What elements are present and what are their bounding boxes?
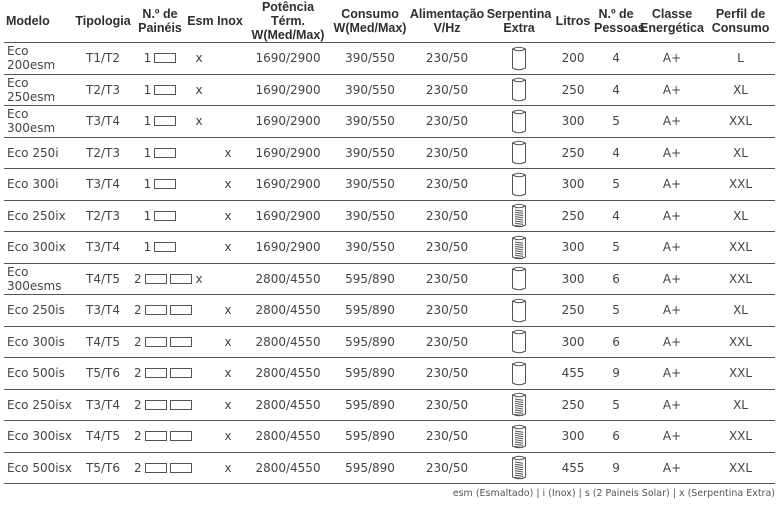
cell-inox — [212, 74, 244, 106]
table-row — [4, 200, 775, 232]
cell-inox: x — [212, 452, 244, 484]
cell-consumo: 390/550 — [332, 169, 408, 201]
panel-icon — [170, 368, 192, 378]
cell-consumo: 390/550 — [332, 43, 408, 75]
cell-classe: A+ — [638, 232, 706, 264]
cell-inox — [212, 43, 244, 75]
cell-modelo: Eco 250i — [4, 137, 72, 169]
header-serpentina: Serpentina Extra — [486, 7, 552, 35]
cell-alimentacao: 230/50 — [408, 200, 486, 232]
cell-pessoas: 4 — [594, 43, 638, 75]
cell-esm: x — [186, 263, 212, 295]
cell-classe: A+ — [638, 74, 706, 106]
cell-inox: x — [212, 389, 244, 421]
table-row — [4, 358, 775, 390]
panel-icon — [170, 274, 192, 284]
table-row — [4, 452, 775, 484]
coil-tank-icon — [486, 389, 552, 421]
cell-perfil: XXL — [706, 232, 775, 264]
header-perfil: Perfil de Consumo — [711, 7, 770, 35]
table-row — [4, 232, 775, 264]
cell-inox: x — [212, 421, 244, 453]
panel-icon — [145, 305, 167, 315]
tank-icon — [486, 295, 552, 327]
cell-esm: x — [186, 43, 212, 75]
header-potencia: Potência Térm. W(Med/Max) — [251, 0, 325, 42]
cell-perfil: L — [706, 43, 775, 75]
tank-icon — [486, 169, 552, 201]
panel-icon — [145, 274, 167, 284]
cell-modelo: Eco 250isx — [4, 389, 72, 421]
cell-perfil: XXL — [706, 358, 775, 390]
table-row — [4, 263, 775, 295]
cell-tipologia: T3/T4 — [72, 169, 134, 201]
cell-consumo: 390/550 — [332, 106, 408, 138]
panel-icon — [145, 463, 167, 473]
cell-tipologia: T2/T3 — [72, 137, 134, 169]
cell-tipologia: T3/T4 — [72, 106, 134, 138]
cell-alimentacao: 230/50 — [408, 106, 486, 138]
cell-litros: 250 — [552, 389, 594, 421]
tank-icon — [486, 326, 552, 358]
coil-tank-icon — [486, 452, 552, 484]
cell-perfil: XXL — [706, 106, 775, 138]
cell-paineis: 2 — [134, 358, 186, 390]
table-row — [4, 74, 775, 106]
cell-alimentacao: 230/50 — [408, 358, 486, 390]
cell-modelo: Eco 500isx — [4, 452, 72, 484]
cell-esm — [186, 232, 212, 264]
cell-alimentacao: 230/50 — [408, 74, 486, 106]
cell-tipologia: T5/T6 — [72, 358, 134, 390]
cell-perfil: XXL — [706, 169, 775, 201]
cell-classe: A+ — [638, 43, 706, 75]
cell-potencia: 1690/2900 — [244, 106, 332, 138]
cell-paineis: 1 — [134, 169, 186, 201]
tank-icon — [486, 106, 552, 138]
table-row — [4, 389, 775, 421]
cell-classe: A+ — [638, 106, 706, 138]
panel-icon — [154, 116, 176, 126]
cell-modelo: Eco 500is — [4, 358, 72, 390]
cell-inox: x — [212, 295, 244, 327]
cell-paineis: 2 — [134, 389, 186, 421]
panel-icon — [145, 400, 167, 410]
cell-perfil: XXL — [706, 421, 775, 453]
panel-icon — [154, 179, 176, 189]
cell-litros: 455 — [552, 452, 594, 484]
coil-tank-icon — [486, 421, 552, 453]
coil-tank-icon — [486, 200, 552, 232]
cell-consumo: 595/890 — [332, 263, 408, 295]
panel-icon — [154, 148, 176, 158]
cell-classe: A+ — [638, 358, 706, 390]
cell-potencia: 2800/4550 — [244, 295, 332, 327]
cell-pessoas: 6 — [594, 326, 638, 358]
cell-litros: 300 — [552, 169, 594, 201]
cell-consumo: 595/890 — [332, 421, 408, 453]
cell-potencia: 2800/4550 — [244, 326, 332, 358]
product-spec-table — [4, 0, 775, 484]
panel-icon — [170, 337, 192, 347]
cell-litros: 250 — [552, 200, 594, 232]
cell-esm: x — [186, 106, 212, 138]
cell-pessoas: 4 — [594, 74, 638, 106]
table-row — [4, 295, 775, 327]
cell-consumo: 390/550 — [332, 200, 408, 232]
cell-alimentacao: 230/50 — [408, 452, 486, 484]
cell-paineis: 1 — [134, 232, 186, 264]
header-row — [4, 0, 775, 43]
cell-consumo: 595/890 — [332, 358, 408, 390]
cell-modelo: Eco 200esm — [4, 43, 72, 75]
cell-tipologia: T3/T4 — [72, 389, 134, 421]
header-modelo: Modelo — [6, 14, 50, 28]
cell-consumo: 390/550 — [332, 74, 408, 106]
cell-potencia: 1690/2900 — [244, 200, 332, 232]
cell-alimentacao: 230/50 — [408, 43, 486, 75]
cell-perfil: XL — [706, 295, 775, 327]
cell-modelo: Eco 250is — [4, 295, 72, 327]
cell-paineis: 1 — [134, 43, 186, 75]
cell-tipologia: T4/T5 — [72, 421, 134, 453]
cell-tipologia: T4/T5 — [72, 263, 134, 295]
tank-icon — [486, 43, 552, 75]
cell-potencia: 2800/4550 — [244, 358, 332, 390]
tank-icon — [486, 358, 552, 390]
cell-alimentacao: 230/50 — [408, 295, 486, 327]
cell-alimentacao: 230/50 — [408, 263, 486, 295]
cell-litros: 250 — [552, 74, 594, 106]
cell-alimentacao: 230/50 — [408, 169, 486, 201]
cell-paineis: 2 — [134, 421, 186, 453]
cell-classe: A+ — [638, 169, 706, 201]
cell-alimentacao: 230/50 — [408, 326, 486, 358]
table-row — [4, 106, 775, 138]
cell-potencia: 2800/4550 — [244, 389, 332, 421]
cell-pessoas: 5 — [594, 389, 638, 421]
cell-paineis: 1 — [134, 106, 186, 138]
table-row — [4, 137, 775, 169]
cell-paineis: 1 — [134, 137, 186, 169]
cell-potencia: 1690/2900 — [244, 74, 332, 106]
header-classe: Classe Energética — [640, 7, 704, 35]
cell-inox — [212, 106, 244, 138]
table-row — [4, 169, 775, 201]
cell-tipologia: T2/T3 — [72, 200, 134, 232]
cell-esm: x — [186, 74, 212, 106]
cell-litros: 455 — [552, 358, 594, 390]
cell-consumo: 390/550 — [332, 232, 408, 264]
cell-consumo: 390/550 — [332, 137, 408, 169]
cell-tipologia: T3/T4 — [72, 295, 134, 327]
cell-paineis: 2 — [134, 452, 186, 484]
cell-litros: 300 — [552, 263, 594, 295]
cell-consumo: 595/890 — [332, 326, 408, 358]
panel-icon — [145, 368, 167, 378]
cell-consumo: 595/890 — [332, 295, 408, 327]
panel-icon — [154, 85, 176, 95]
cell-modelo: Eco 250esm — [4, 74, 72, 106]
panel-icon — [154, 242, 176, 252]
tank-icon — [486, 137, 552, 169]
cell-pessoas: 6 — [594, 263, 638, 295]
cell-classe: A+ — [638, 326, 706, 358]
cell-classe: A+ — [638, 137, 706, 169]
cell-perfil: XL — [706, 74, 775, 106]
cell-classe: A+ — [638, 452, 706, 484]
header-esm-inox: Esm Inox — [187, 14, 243, 28]
cell-classe: A+ — [638, 421, 706, 453]
tank-icon — [486, 74, 552, 106]
cell-potencia: 1690/2900 — [244, 232, 332, 264]
cell-litros: 250 — [552, 137, 594, 169]
cell-inox: x — [212, 232, 244, 264]
header-alimentacao: Alimentação V/Hz — [409, 7, 485, 35]
cell-pessoas: 5 — [594, 295, 638, 327]
cell-modelo: Eco 300ix — [4, 232, 72, 264]
cell-alimentacao: 230/50 — [408, 232, 486, 264]
cell-litros: 300 — [552, 106, 594, 138]
panel-icon — [145, 431, 167, 441]
cell-potencia: 1690/2900 — [244, 169, 332, 201]
cell-paineis: 1 — [134, 200, 186, 232]
cell-paineis: 2 — [134, 263, 186, 295]
legend-footnote: esm (Esmaltado) | i (Inox) | s (2 Paineis Solar) | x (Serpentina Extra) — [452, 488, 775, 499]
cell-tipologia: T2/T3 — [72, 74, 134, 106]
cell-litros: 300 — [552, 421, 594, 453]
cell-tipologia: T3/T4 — [72, 232, 134, 264]
cell-paineis: 1 — [134, 74, 186, 106]
panel-icon — [145, 337, 167, 347]
cell-classe: A+ — [638, 200, 706, 232]
table-row — [4, 421, 775, 453]
cell-consumo: 595/890 — [332, 389, 408, 421]
tank-icon — [486, 263, 552, 295]
cell-alimentacao: 230/50 — [408, 137, 486, 169]
cell-litros: 300 — [552, 232, 594, 264]
cell-potencia: 2800/4550 — [244, 421, 332, 453]
panel-icon — [170, 463, 192, 473]
cell-inox: x — [212, 137, 244, 169]
cell-inox: x — [212, 169, 244, 201]
cell-tipologia: T1/T2 — [72, 43, 134, 75]
cell-inox: x — [212, 326, 244, 358]
header-paineis: N.º de Painéis — [138, 7, 182, 35]
header-consumo: Consumo W(Med/Max) — [333, 7, 407, 35]
cell-inox: x — [212, 358, 244, 390]
header-litros: Litros — [555, 14, 591, 28]
cell-litros: 250 — [552, 295, 594, 327]
cell-pessoas: 4 — [594, 200, 638, 232]
cell-pessoas: 9 — [594, 358, 638, 390]
cell-paineis: 2 — [134, 326, 186, 358]
cell-modelo: Eco 300is — [4, 326, 72, 358]
cell-inox: x — [212, 200, 244, 232]
header-tipologia: Tipologia — [75, 14, 131, 28]
panel-icon — [170, 400, 192, 410]
cell-perfil: XXL — [706, 326, 775, 358]
cell-modelo: Eco 300isx — [4, 421, 72, 453]
cell-esm — [186, 200, 212, 232]
cell-perfil: XL — [706, 389, 775, 421]
cell-pessoas: 9 — [594, 452, 638, 484]
cell-potencia: 1690/2900 — [244, 43, 332, 75]
cell-modelo: Eco 300esm — [4, 106, 72, 138]
cell-pessoas: 4 — [594, 137, 638, 169]
cell-pessoas: 5 — [594, 106, 638, 138]
cell-classe: A+ — [638, 389, 706, 421]
cell-perfil: XXL — [706, 452, 775, 484]
cell-perfil: XL — [706, 137, 775, 169]
panel-icon — [154, 211, 176, 221]
cell-alimentacao: 230/50 — [408, 389, 486, 421]
cell-potencia: 1690/2900 — [244, 137, 332, 169]
panel-icon — [170, 431, 192, 441]
cell-classe: A+ — [638, 263, 706, 295]
cell-esm — [186, 137, 212, 169]
cell-tipologia: T5/T6 — [72, 452, 134, 484]
header-pessoas: N.º de Pessoas — [594, 7, 645, 35]
cell-paineis: 2 — [134, 295, 186, 327]
cell-perfil: XXL — [706, 263, 775, 295]
cell-inox — [212, 263, 244, 295]
cell-pessoas: 6 — [594, 421, 638, 453]
coil-tank-icon — [486, 232, 552, 264]
table-row — [4, 43, 775, 75]
panel-icon — [170, 305, 192, 315]
cell-litros: 300 — [552, 326, 594, 358]
panel-icon — [154, 53, 176, 63]
cell-tipologia: T4/T5 — [72, 326, 134, 358]
cell-esm — [186, 169, 212, 201]
cell-modelo: Eco 300esms — [4, 263, 72, 295]
cell-litros: 200 — [552, 43, 594, 75]
cell-perfil: XL — [706, 200, 775, 232]
cell-potencia: 2800/4550 — [244, 452, 332, 484]
table-row — [4, 326, 775, 358]
cell-modelo: Eco 300i — [4, 169, 72, 201]
cell-classe: A+ — [638, 295, 706, 327]
cell-pessoas: 5 — [594, 232, 638, 264]
cell-consumo: 595/890 — [332, 452, 408, 484]
cell-modelo: Eco 250ix — [4, 200, 72, 232]
cell-potencia: 2800/4550 — [244, 263, 332, 295]
cell-pessoas: 5 — [594, 169, 638, 201]
cell-alimentacao: 230/50 — [408, 421, 486, 453]
